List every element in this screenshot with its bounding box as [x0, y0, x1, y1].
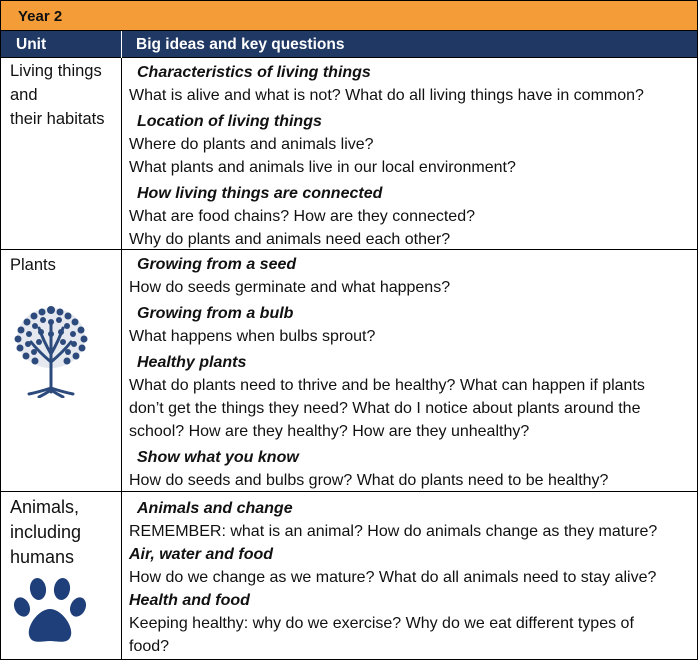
key-question: What do plants need to thrive and be healthy? What can happen if plants [129, 377, 645, 394]
key-question: Keeping healthy: why do we exercise? Why do we eat different types of [129, 615, 634, 632]
table-row [0, 492, 698, 660]
section-heading: Growing from a seed [137, 256, 297, 273]
section-heading: Air, water and food [129, 546, 274, 563]
section-heading: Growing from a bulb [137, 305, 294, 322]
column-divider [121, 492, 122, 659]
tree-icon [9, 302, 93, 398]
key-question: Where do plants and animals live? [129, 136, 374, 153]
key-question: What happens when bulbs sprout? [129, 328, 376, 345]
key-question: don’t get the things they need? What do I notice about plants around the [129, 400, 641, 417]
paw-print-icon [13, 577, 87, 647]
big-ideas-cell [129, 58, 697, 250]
unit-name: Plants [10, 256, 56, 274]
key-question: How do seeds germinate and what happens? [129, 279, 451, 296]
key-question: How do we change as we mature? What do all animals need to stay alive? [129, 569, 657, 586]
unit-name: Living things and their habitats [10, 62, 105, 128]
section-heading: How living things are connected [137, 185, 383, 202]
big-ideas-cell [129, 492, 697, 660]
ideas-column-header: Big ideas and key questions [136, 36, 345, 53]
column-divider [121, 250, 122, 491]
table-header [0, 31, 698, 58]
section-heading: Healthy plants [137, 354, 247, 371]
key-question: Why do plants and animals need each other? [129, 231, 451, 248]
year-title: Year 2 [18, 8, 63, 25]
big-ideas-cell [129, 250, 697, 492]
key-question: How do seeds and bulbs grow? What do plants need to be healthy? [129, 472, 609, 489]
unit-column-header: Unit [16, 36, 47, 53]
table-row [0, 58, 698, 250]
section-heading: Animals and change [137, 500, 293, 517]
key-question: What plants and animals live in our local environment? [129, 159, 516, 176]
year-title-bar [0, 0, 698, 31]
section-heading: Location of living things [137, 113, 322, 130]
key-question: REMEMBER: what is an animal? How do animals change as they mature? [129, 523, 658, 540]
section-heading: Characteristics of living things [137, 64, 371, 81]
key-question: school? How are they healthy? How are they unhealthy? [129, 423, 530, 440]
section-heading: Health and food [129, 592, 250, 609]
header-divider [121, 31, 122, 58]
table-row [0, 250, 698, 492]
unit-name: Animals, including humans [10, 497, 82, 567]
key-question: What are food chains? How are they connected? [129, 208, 475, 225]
section-heading: Show what you know [137, 449, 299, 466]
column-divider [121, 58, 122, 249]
key-question: What is alive and what is not? What do all living things have in common? [129, 87, 644, 104]
key-question: food? [129, 638, 170, 655]
